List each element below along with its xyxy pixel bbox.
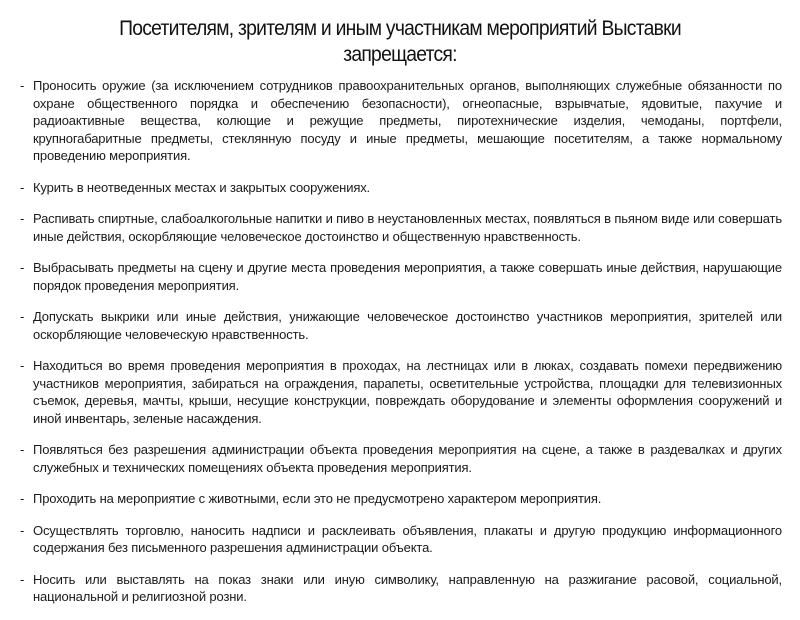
list-item [20, 571, 782, 606]
list-item [20, 522, 782, 557]
list-item [20, 210, 782, 245]
slide-title: Посетителям, зрителям и иным участникам мероприятий Выставки запрещается: [119, 17, 681, 66]
bullet-dash: - [20, 491, 25, 506]
bullet-dash: - [20, 260, 25, 275]
bullet-dash: - [20, 522, 25, 538]
list-item [20, 308, 782, 343]
rule-text: Курить в неотведенных местах и закрытых сооружениях. [33, 179, 371, 195]
rule-text: Находиться во время проведения мероприятия в проходах, на лестницах или в люках, создавать помехи передвижению участников мероприятия, забираться на ограждения, парапеты, осветительные устройства, площадки для телевизионных съемок, деревья, мачты, крыши, несущие конструкции, повреждать оборудование и элементы оформления сооружений и иной инвентарь, зеленые насаждения. [33, 358, 782, 426]
rule-text: Проходить на мероприятие с животными, если это не предусмотрено характером мероприятия. [33, 491, 602, 506]
list-item [20, 259, 782, 294]
bullet-dash: - [20, 179, 25, 195]
bullet-dash: - [20, 442, 25, 457]
rule-text: Выбрасывать предметы на сцену и другие места проведения мероприятия, а также совершать иные действия, нарушающие порядок проведения мероприятия. [33, 260, 782, 293]
bullet-dash: - [20, 358, 25, 373]
rule-text: Осуществлять торговлю, наносить надписи и расклеивать объявления, плакаты и другую продукцию информационного содержания без письменного разрешения администрации объекта. [33, 522, 782, 555]
rule-text: Носить или выставлять на показ знаки или иную символику, направленную на разжигание расовой, социальной, национальной и религиозной розни. [33, 571, 782, 604]
bullet-dash: - [20, 571, 25, 587]
rule-text: Распивать спиртные, слабоалкогольные напитки и пиво в неустановленных местах, появляться в пьяном виде или совершать иные действия, оскорбляющие человеческое достоинство и общественную нравственность. [33, 211, 782, 244]
list-item [20, 77, 782, 165]
rule-text: Появляться без разрешения администрации объекта проведения мероприятия на сцене, а также в раздевалках и других служебных и технических помещениях объекта проведения мероприятия. [33, 442, 782, 475]
list-item [20, 179, 782, 197]
list-item [20, 441, 782, 476]
bullet-dash: - [20, 309, 25, 324]
bullet-dash: - [20, 78, 25, 93]
prohibition-list [20, 77, 782, 620]
rule-text: Допускать выкрики или иные действия, унижающие человеческое достоинство участников мероприятия, зрителей или оскорбляющие человеческую нравственность. [33, 309, 782, 342]
bullet-dash: - [20, 211, 25, 226]
list-item [20, 490, 782, 508]
list-item [20, 357, 782, 427]
rule-text: Проносить оружие (за исключением сотрудников правоохранительных органов, выполняющих служебные обязанности по охране общественного порядка и обеспечению безопасности), огнеопасные, взрывчатые, ядовитые, пахучие и радиоактивные вещества, колющие и режущие предметы, пиротехнические изделия, чемоданы, портфели, крупногабаритные предметы, стеклянную посуду и иные предметы, мешающие посетителям, а также нормальному проведению мероприятия. [33, 78, 782, 163]
